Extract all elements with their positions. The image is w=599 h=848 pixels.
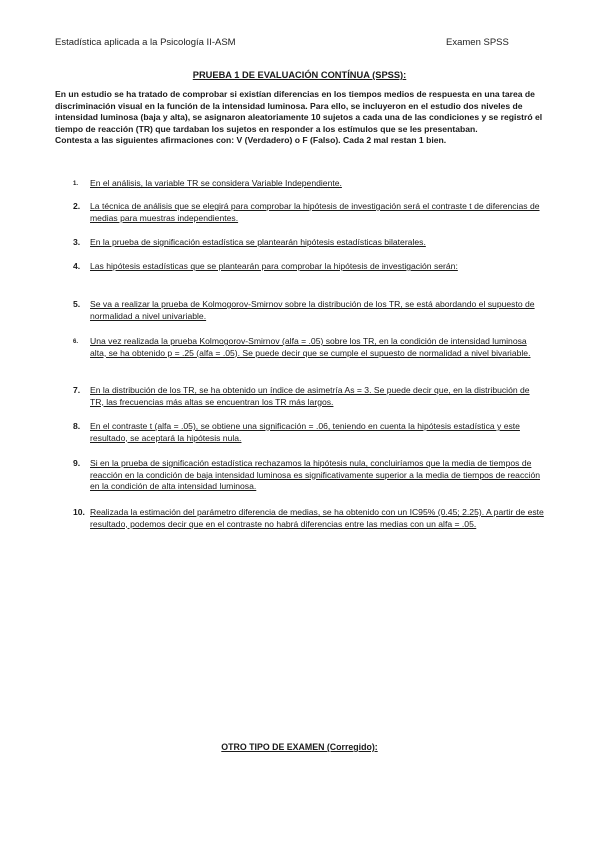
intro-paragraph: En un estudio se ha tratado de comprobar si existían diferencias en los tiempos medios de respuesta en una tarea de discriminación visual en la función de la intensidad luminosa. Para ello, se incluyeron en el estudio dos niveles de intensidad luminosa (baja y alta), se asignaron aleatoriamente 10 sujetos a cada una de las condiciones y se registró el tiempo de reacción (TR) que tardaban los sujetos en responder a los estímulos que se les presentaban. [55,89,543,134]
question-text: En la prueba de significación estadística se plantearán hipótesis estadísticas bilaterales. [90,237,426,247]
instructions: Contesta a las siguientes afirmaciones con: V (Verdadero) o F (Falso). Cada 2 mal restan 1 bien. [55,135,447,146]
question-3 [73,237,545,249]
question-text: En el análisis, la variable TR se considera Variable Independiente. [90,178,342,188]
question-number: 9. [73,458,81,468]
question-7 [73,385,545,408]
question-text: Se va a realizar la prueba de Kolmogorov-Smirnov sobre la distribución de los TR, se está abordando el supuesto de normalidad a nivel univariable. [90,299,535,321]
question-number: 4. [73,261,81,271]
question-5 [73,299,545,322]
question-number: 10. [73,507,85,517]
intro-block [55,89,545,147]
question-text: En la distribución de los TR, se ha obtenido un índice de asimetría As = 3. Se puede decir que, en la distribución de TR, las frecuencias más altas se encuentran los TR más largos. [90,385,530,407]
question-text: Realizada la estimación del parámetro diferencia de medias, se ha obtenido con un IC95% (0.45; 2.25). A partir de este resultado, podemos decir que en el contraste no habrá diferencias entre las medias con un alfa = .05. [90,507,544,529]
header-course: Estadística aplicada a la Psicología II-ASM [55,37,236,48]
question-text: Las hipótesis estadísticas que se plantearán para comprobar la hipótesis de investigación serán: [90,261,458,271]
question-text: Si en la prueba de significación estadística rechazamos la hipótesis nula, concluiríamos que la media de tiempos de reacción en la condición de baja intensidad luminosa es significativamente superior a la media de tiempos de reacción en la condición de alta intensidad luminosa. [90,458,541,492]
question-number: 8. [73,421,81,431]
question-6 [73,336,545,359]
question-number: 6. [73,339,79,345]
question-number: 7. [73,385,81,395]
header-exam: Examen SPSS [446,37,509,48]
question-text: Una vez realizada la prueba Kolmogorov-Smirnov (alfa = .05) sobre los TR, en la condición de intensidad luminosa alta, se ha obtenido p = .25 (alfa = .05). Se puede decir que se cumple el supuesto de normalidad a nivel bivariable. [90,336,531,358]
question-number: 1. [73,181,79,187]
question-4 [73,261,545,273]
footer-title: OTRO TIPO DE EXAMEN (Corregido): [221,742,378,752]
question-1 [73,178,545,190]
question-text: En el contraste t (alfa = .05), se obtiene una significación = .06, teniendo en cuenta la hipótesis estadística y este resultado, se aceptará la hipótesis nula. [90,421,520,443]
question-10 [73,507,545,530]
question-text: La técnica de análisis que se elegirá para comprobar la hipótesis de investigación será el contraste t de diferencias de medias para muestras independientes. [90,201,540,223]
document-title: PRUEBA 1 DE EVALUACIÓN CONTÍNUA (SPSS): [192,70,407,80]
question-9 [73,458,545,493]
question-number: 2. [73,201,81,211]
question-number: 3. [73,237,81,247]
question-2 [73,201,545,224]
question-number: 5. [73,299,81,309]
question-8 [73,421,545,444]
